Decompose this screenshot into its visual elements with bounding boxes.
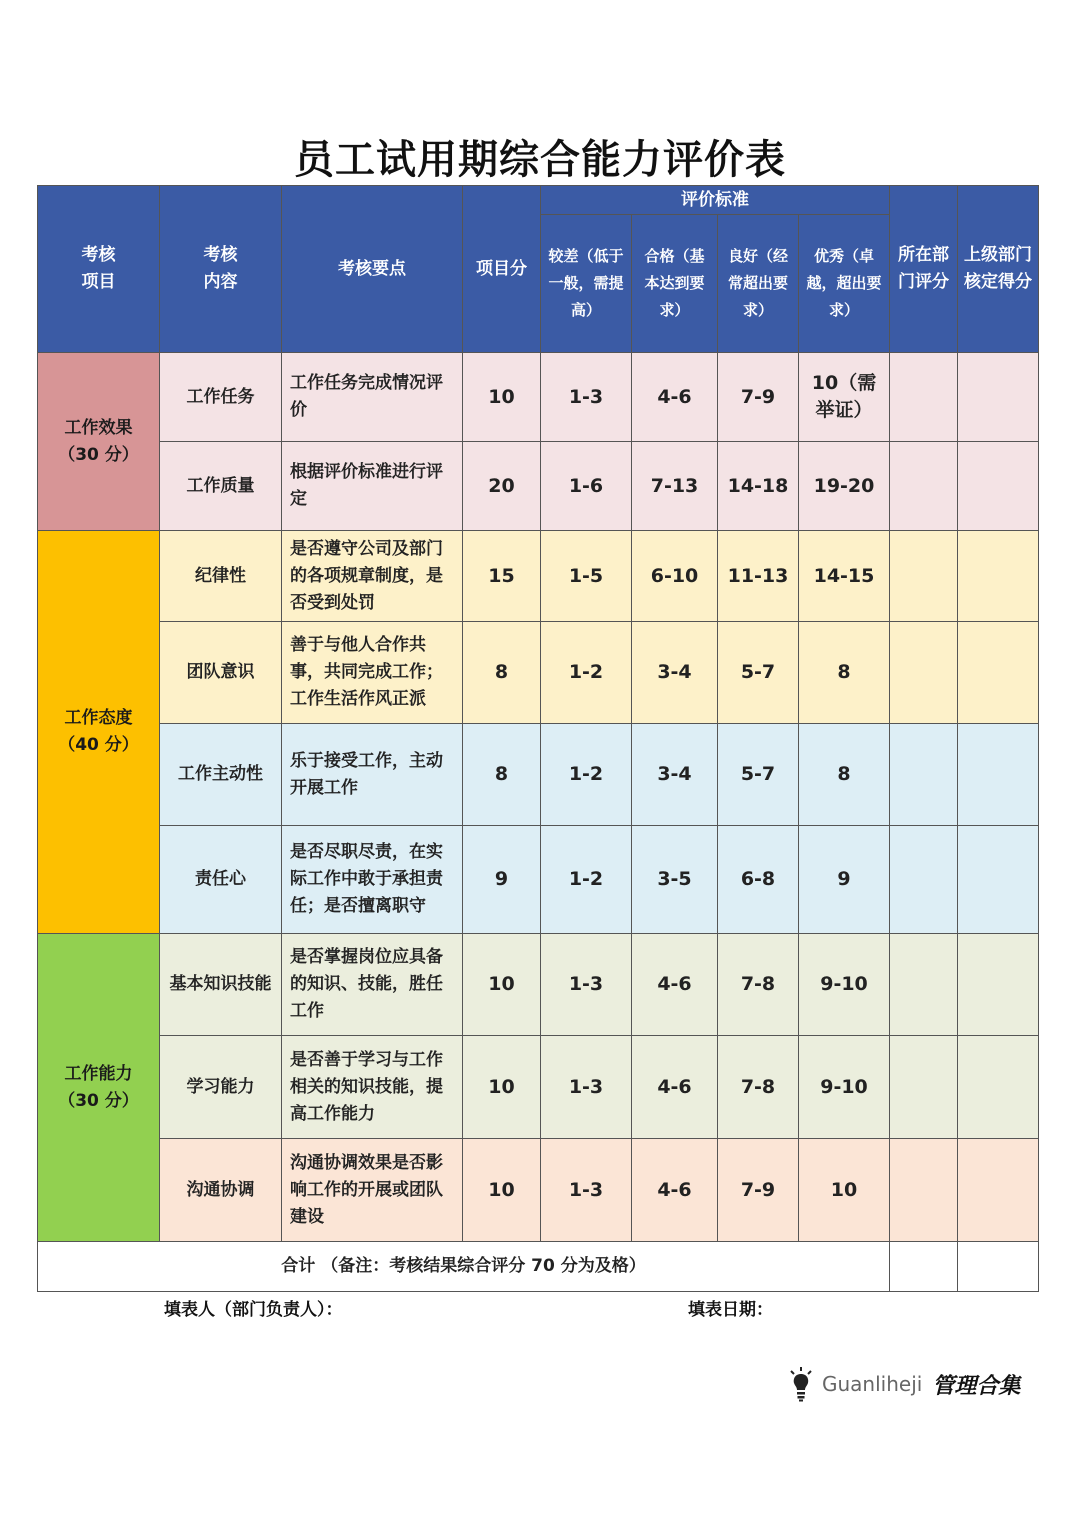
- dept-score-cell[interactable]: [890, 934, 958, 1036]
- group-label: 工作态度 （40 分）: [38, 531, 160, 934]
- brand-logo: [788, 1364, 1028, 1404]
- level-excellent: 9: [799, 826, 890, 934]
- upper-score-cell[interactable]: [958, 442, 1039, 531]
- level-good: 7-9: [718, 353, 799, 442]
- row-content: 沟通协调: [160, 1139, 282, 1242]
- level-good: 11-13: [718, 531, 799, 622]
- upper-score-cell[interactable]: [958, 353, 1039, 442]
- level-pass: 3-4: [632, 724, 718, 826]
- row-content: 工作质量: [160, 442, 282, 531]
- header-content: 考核 内容: [160, 186, 282, 353]
- table-row: [38, 934, 1039, 1036]
- level-excellent: 9-10: [799, 934, 890, 1036]
- level-poor: 1-3: [541, 353, 632, 442]
- dept-score-cell[interactable]: [890, 1036, 958, 1139]
- row-content: 责任心: [160, 826, 282, 934]
- dept-score-cell[interactable]: [890, 826, 958, 934]
- level-poor: 1-3: [541, 934, 632, 1036]
- evaluation-table: [37, 185, 1039, 1292]
- level-good: 14-18: [718, 442, 799, 531]
- table-row: [38, 622, 1039, 724]
- row-point: 沟通协调效果是否影响工作的开展或团队建设: [282, 1139, 463, 1242]
- brand-chinese-name: 管理合集: [932, 1372, 1021, 1399]
- row-score: 10: [463, 353, 541, 442]
- upper-score-cell[interactable]: [958, 622, 1039, 724]
- row-score: 10: [463, 1036, 541, 1139]
- upper-score-cell[interactable]: [958, 531, 1039, 622]
- group-label: 工作能力 （30 分）: [38, 934, 160, 1242]
- row-point: 是否善于学习与工作相关的知识技能，提高工作能力: [282, 1036, 463, 1139]
- level-excellent: 19-20: [799, 442, 890, 531]
- page-title: 员工试用期综合能力评价表: [294, 137, 786, 183]
- total-dept-score-cell[interactable]: [890, 1242, 958, 1292]
- fill-date-label: 填表日期：: [688, 1300, 773, 1320]
- level-poor: 1-2: [541, 724, 632, 826]
- header-dept-score: 所在部门评分: [890, 186, 958, 353]
- level-pass: 4-6: [632, 353, 718, 442]
- total-row: [38, 1242, 1039, 1292]
- level-poor: 1-5: [541, 531, 632, 622]
- table-row: [38, 1036, 1039, 1139]
- row-point: 善于与他人合作共事，共同完成工作；工作生活作风正派: [282, 622, 463, 724]
- level-good: 6-8: [718, 826, 799, 934]
- table-row: [38, 353, 1039, 442]
- lightbulb-icon: [788, 1366, 814, 1402]
- level-poor: 1-6: [541, 442, 632, 531]
- table-row: [38, 442, 1039, 531]
- row-point: 是否掌握岗位应具备的知识、技能，胜任工作: [282, 934, 463, 1036]
- level-poor: 1-2: [541, 622, 632, 724]
- dept-score-cell[interactable]: [890, 724, 958, 826]
- dept-score-cell[interactable]: [890, 622, 958, 724]
- level-excellent: 8: [799, 622, 890, 724]
- level-poor: 1-3: [541, 1139, 632, 1242]
- header-level-good: 良好（经常超出要求）: [718, 215, 799, 353]
- level-pass: 3-4: [632, 622, 718, 724]
- row-score: 10: [463, 934, 541, 1036]
- row-score: 8: [463, 724, 541, 826]
- upper-score-cell[interactable]: [958, 934, 1039, 1036]
- row-content: 学习能力: [160, 1036, 282, 1139]
- level-poor: 1-3: [541, 1036, 632, 1139]
- level-pass: 4-6: [632, 1139, 718, 1242]
- level-pass: 3-5: [632, 826, 718, 934]
- upper-score-cell[interactable]: [958, 724, 1039, 826]
- total-label: 合计 （备注：考核结果综合评分 70 分为及格）: [38, 1242, 890, 1292]
- level-pass: 7-13: [632, 442, 718, 531]
- level-good: 5-7: [718, 724, 799, 826]
- header-item: 考核 项目: [38, 186, 160, 353]
- header-points: 考核要点: [282, 186, 463, 353]
- total-upper-score-cell[interactable]: [958, 1242, 1039, 1292]
- row-score: 8: [463, 622, 541, 724]
- level-good: 5-7: [718, 622, 799, 724]
- upper-score-cell[interactable]: [958, 1139, 1039, 1242]
- row-point: 工作任务完成情况评价: [282, 353, 463, 442]
- row-score: 9: [463, 826, 541, 934]
- header-criteria: 评价标准: [541, 186, 890, 215]
- upper-score-cell[interactable]: [958, 826, 1039, 934]
- row-content: 工作任务: [160, 353, 282, 442]
- level-pass: 4-6: [632, 1036, 718, 1139]
- row-point: 根据评价标准进行评定: [282, 442, 463, 531]
- brand-latin-name: Guanliheji: [822, 1372, 923, 1396]
- dept-score-cell[interactable]: [890, 531, 958, 622]
- level-excellent: 9-10: [799, 1036, 890, 1139]
- header-level-poor: 较差（低于一般，需提高）: [541, 215, 632, 353]
- row-content: 基本知识技能: [160, 934, 282, 1036]
- level-excellent: 10（需举证）: [799, 353, 890, 442]
- row-content: 纪律性: [160, 531, 282, 622]
- level-excellent: 8: [799, 724, 890, 826]
- group-label: 工作效果 （30 分）: [38, 353, 160, 531]
- level-excellent: 10: [799, 1139, 890, 1242]
- row-score: 10: [463, 1139, 541, 1242]
- level-pass: 6-10: [632, 531, 718, 622]
- level-good: 7-8: [718, 934, 799, 1036]
- table-row: [38, 826, 1039, 934]
- dept-score-cell[interactable]: [890, 442, 958, 531]
- upper-score-cell[interactable]: [958, 1036, 1039, 1139]
- filler-label: 填表人（部门负责人）：: [164, 1300, 343, 1320]
- table-row: [38, 724, 1039, 826]
- dept-score-cell[interactable]: [890, 1139, 958, 1242]
- table-row: [38, 531, 1039, 622]
- row-point: 乐于接受工作，主动开展工作: [282, 724, 463, 826]
- dept-score-cell[interactable]: [890, 353, 958, 442]
- header-score: 项目分: [463, 186, 541, 353]
- row-content: 团队意识: [160, 622, 282, 724]
- level-good: 7-8: [718, 1036, 799, 1139]
- row-content: 工作主动性: [160, 724, 282, 826]
- header-level-pass: 合格（基本达到要求）: [632, 215, 718, 353]
- table-row: [38, 1139, 1039, 1242]
- row-point: 是否遵守公司及部门的各项规章制度，是否受到处罚: [282, 531, 463, 622]
- level-good: 7-9: [718, 1139, 799, 1242]
- row-score: 15: [463, 531, 541, 622]
- level-pass: 4-6: [632, 934, 718, 1036]
- row-point: 是否尽职尽责，在实际工作中敢于承担责任；是否擅离职守: [282, 826, 463, 934]
- header-level-excellent: 优秀（卓越，超出要求）: [799, 215, 890, 353]
- level-poor: 1-2: [541, 826, 632, 934]
- header-upper-score: 上级部门核定得分: [958, 186, 1039, 353]
- row-score: 20: [463, 442, 541, 531]
- level-excellent: 14-15: [799, 531, 890, 622]
